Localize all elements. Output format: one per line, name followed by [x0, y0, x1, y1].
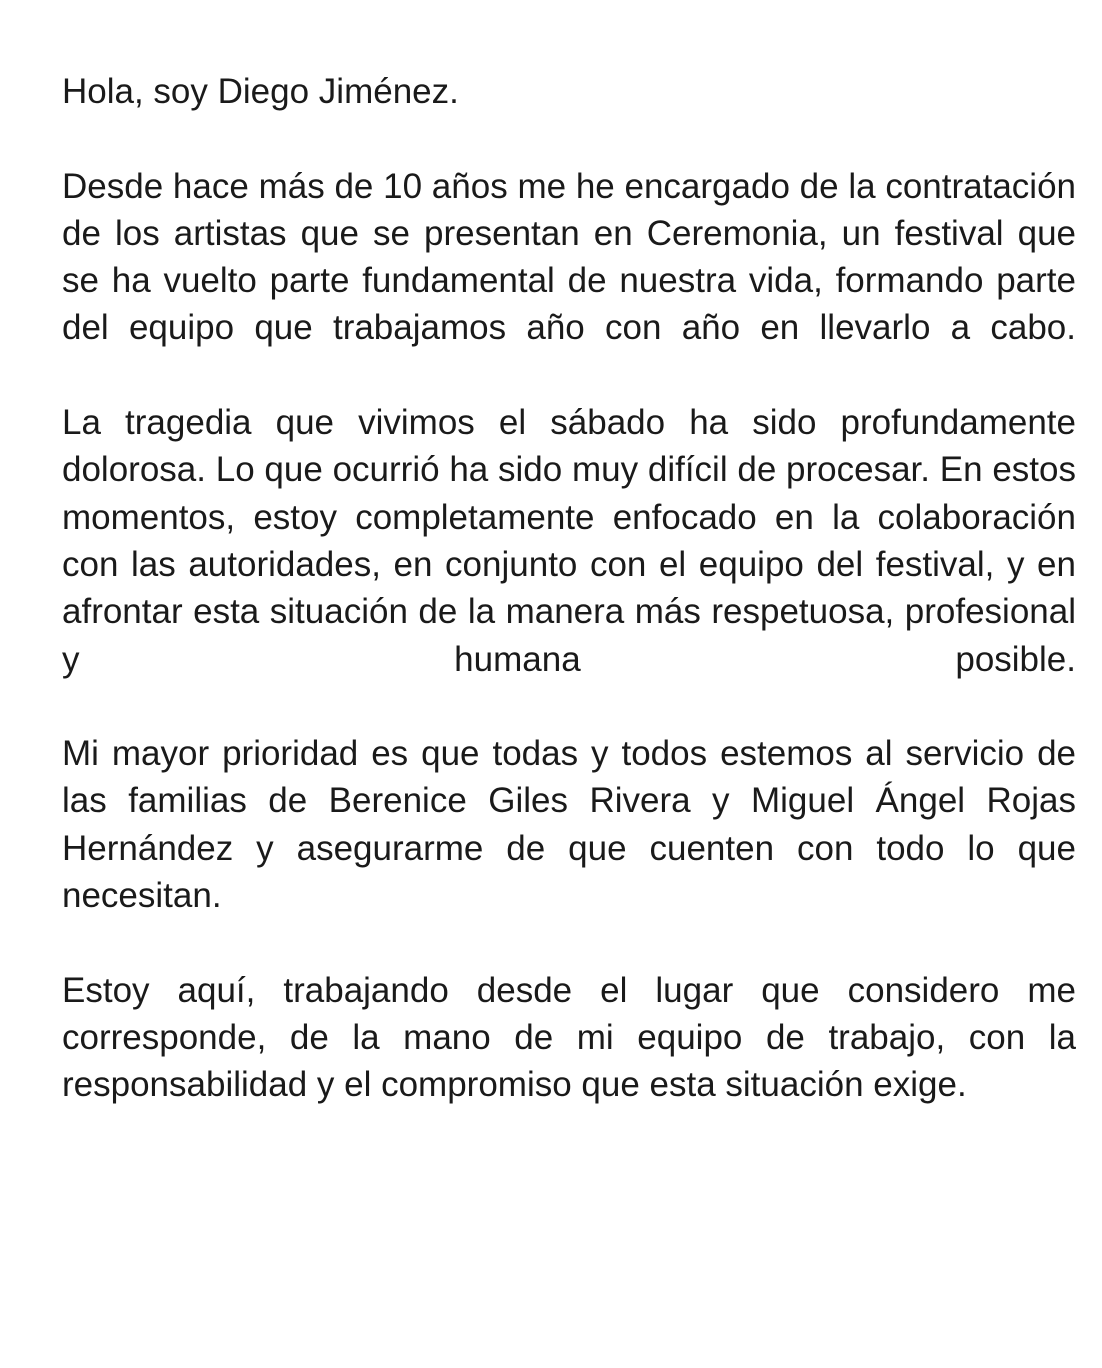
paragraph-career: Desde hace más de 10 años me he encargado de la contratación de los artistas que se presentan en Ceremonia, un festival que se ha vuelto parte fundamental de nuestra vida, formando parte del equipo que trabajamos año con año en llevarlo a cabo.	[62, 166, 1076, 348]
paragraph-commitment: Estoy aquí, trabajando desde el lugar que considero me corresponde, de la mano de mi equipo de trabajo, con la responsabilidad y el compromiso que esta situación exige.	[62, 970, 1076, 1105]
statement-document	[62, 68, 1076, 1109]
paragraph-tragedy: La tragedia que vivimos el sábado ha sido profundamente dolorosa. Lo que ocurrió ha sido muy difícil de procesar. En estos momentos, estoy completamente enfocado en la colaboración con las autoridades, en conjunto con el equipo del festival, y en afrontar esta situación de la manera más respetuosa, profesional y humana posible.	[62, 403, 1076, 679]
paragraph-families: Mi mayor prioridad es que todas y todos estemos al servicio de las familias de Berenice Giles Rivera y Miguel Ángel Rojas Hernández y asegurarme de que cuenten con todo lo que necesitan.	[62, 734, 1076, 916]
greeting-line: Hola, soy Diego Jiménez.	[62, 72, 459, 111]
